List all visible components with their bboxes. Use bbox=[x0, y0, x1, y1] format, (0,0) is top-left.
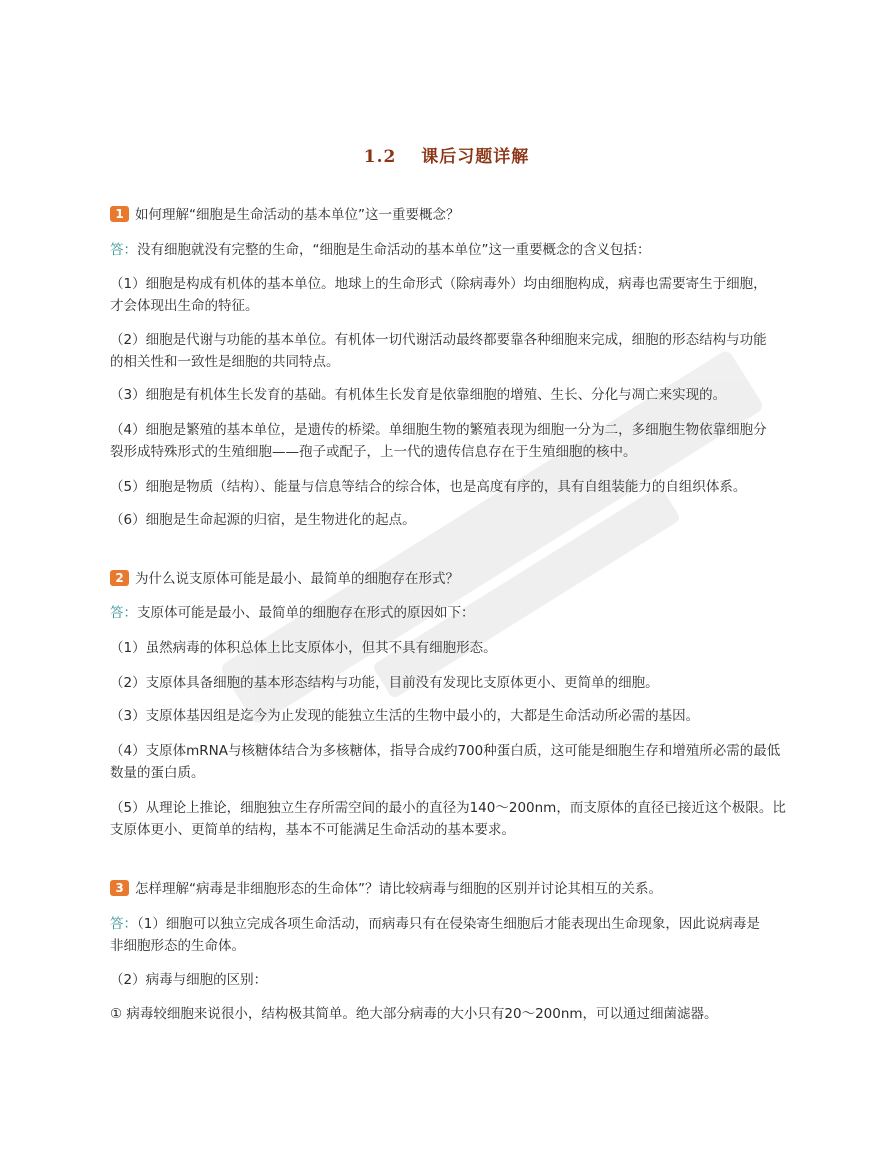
question-number-badge: 3 bbox=[110, 880, 129, 896]
paragraph-line: （2）细胞是代谢与功能的基本单位。有机体一切代谢活动最终都要靠各种细胞来完成，细胞的形态结构与功能 bbox=[110, 332, 767, 348]
question-text: 如何理解“细胞是生命活动的基本单位”这一重要概念？ bbox=[135, 207, 460, 223]
paragraph-line: 支原体更小、更简单的结构，基本不可能满足生命活动的基本要求。 bbox=[110, 822, 515, 838]
answer-1-intro bbox=[110, 240, 782, 261]
paragraph-line: （1）细胞是构成有机体的基本单位。地球上的生命形式（除病毒外）均由细胞构成，病毒也需要寄生于细胞， bbox=[110, 276, 767, 292]
section-number: 1.2 bbox=[363, 147, 397, 167]
paragraph-line: 裂形成特殊形式的生殖细胞——孢子或配子，上一代的遗传信息存在于生殖细胞的核中。 bbox=[110, 444, 637, 460]
paragraph-line: （5）细胞是物质（结构）、能量与信息等结合的综合体，也是高度有序的，具有自组装能力的自组织体系。 bbox=[110, 479, 747, 495]
paragraph-line: （4）支原体mRNA与核糖体结合为多核糖体，指导合成约700种蛋白质，这可能是细胞生存和增殖所必需的最低 bbox=[110, 743, 781, 759]
answer-label: 答： bbox=[110, 605, 137, 621]
question-text: 怎样理解“病毒是非细胞形态的生命体”？请比较病毒与细胞的区别并讨论其相互的关系。 bbox=[135, 881, 662, 897]
question-number-badge: 2 bbox=[110, 570, 129, 586]
paragraph-line: （6）细胞是生命起源的归宿，是生物进化的起点。 bbox=[110, 512, 416, 528]
paragraph-line: ① 病毒较细胞来说很小，结构极其简单。绝大部分病毒的大小只有20～200nm，可以通过细菌滤器。 bbox=[110, 1006, 718, 1022]
answer-2-intro bbox=[110, 603, 782, 624]
page-title bbox=[0, 142, 893, 167]
answer-3-line bbox=[110, 914, 782, 935]
question-2 bbox=[110, 569, 782, 590]
paragraph-line: 非细胞形态的生命体。 bbox=[110, 938, 245, 954]
section-title: 课后习题详解 bbox=[421, 147, 530, 167]
answer-text: 没有细胞就没有完整的生命，“细胞是生命活动的基本单位”这一重要概念的含义包括： bbox=[137, 242, 651, 258]
paragraph-line: 的相关性和一致性是细胞的共同特点。 bbox=[110, 354, 340, 370]
answer-text: （1）细胞可以独立完成各项生命活动，而病毒只有在侵染寄生细胞后才能表现出生命现象，因此说病毒是 bbox=[137, 916, 760, 932]
paragraph-line: （2）病毒与细胞的区别： bbox=[110, 972, 268, 988]
question-3 bbox=[110, 879, 782, 900]
answer-label: 答： bbox=[110, 242, 137, 258]
paragraph-line: （2）支原体具备细胞的基本形态结构与功能，目前没有发现比支原体更小、更简单的细胞。 bbox=[110, 675, 659, 691]
question-text: 为什么说支原体可能是最小、最简单的细胞存在形式？ bbox=[135, 571, 459, 587]
question-number-badge: 1 bbox=[110, 206, 129, 222]
paragraph-line: 数量的蛋白质。 bbox=[110, 765, 205, 781]
paragraph-line: （3）细胞是有机体生长发育的基础。有机体生长发育是依靠细胞的增殖、生长、分化与凋亡来实现的。 bbox=[110, 387, 727, 403]
answer-text: 支原体可能是最小、最简单的细胞存在形式的原因如下： bbox=[137, 605, 475, 621]
paragraph-line: （5）从理论上推论，细胞独立生存所需空间的最小的直径为140～200nm，而支原体的直径已接近这个极限。比 bbox=[110, 800, 786, 816]
answer-label: 答： bbox=[110, 916, 137, 932]
paragraph-line: （1）虽然病毒的体积总体上比支原体小，但其不具有细胞形态。 bbox=[110, 640, 497, 656]
paragraph-line: （3）支原体基因组是迄今为止发现的能独立生活的生物中最小的，大都是生命活动所必需的基因。 bbox=[110, 708, 700, 724]
question-1 bbox=[110, 205, 782, 226]
paragraph-line: （4）细胞是繁殖的基本单位，是遗传的桥梁。单细胞生物的繁殖表现为细胞一分为二，多细胞生物依靠细胞分 bbox=[110, 422, 767, 438]
paragraph-line: 才会体现出生命的特征。 bbox=[110, 298, 259, 314]
